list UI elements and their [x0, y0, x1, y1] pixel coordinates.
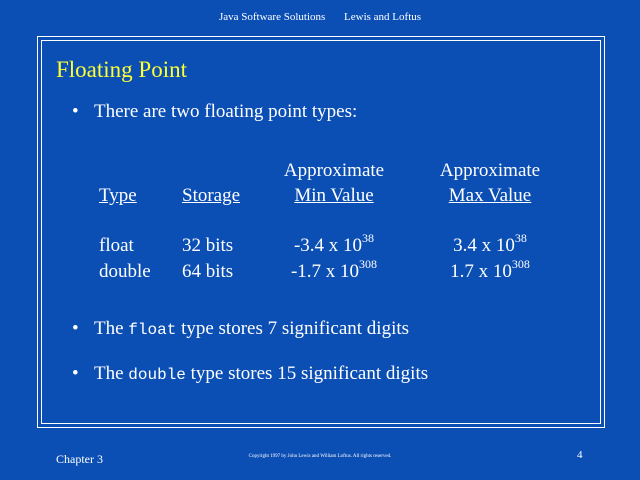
header-authors: Lewis and Loftus: [344, 11, 422, 23]
max-value-base: 1.7 x 10: [450, 261, 512, 282]
bullet-intro: [72, 101, 357, 123]
bullet-float-post: type stores 7 significant digits: [176, 318, 410, 339]
col-header-storage: Storage: [182, 185, 241, 206]
table-cell-max: [420, 256, 560, 284]
bullet-double-pre: The: [94, 363, 129, 384]
table-cell-min: [264, 230, 404, 258]
min-value-exponent: 38: [362, 230, 375, 245]
bullet-marker: •: [72, 101, 79, 122]
col-header-max-line2: Max Value: [448, 185, 532, 206]
footer-copyright: Copyright 1997 by John Lewis and William Loftus. All rights reserved.: [248, 454, 392, 459]
table-cell-storage: 64 bits: [182, 261, 234, 282]
col-header-max: [420, 158, 560, 208]
code-float: float: [128, 321, 177, 339]
table-cell-type: float: [99, 235, 134, 256]
bullet-float-pre: The: [94, 318, 129, 339]
table-cell-type: double: [99, 261, 151, 282]
table-cell-storage: 32 bits: [182, 235, 234, 256]
col-header-min-line1: Approximate: [283, 160, 385, 181]
col-header-min: [264, 158, 404, 208]
header-book-title: Java Software Solutions: [218, 11, 326, 23]
footer-chapter: Chapter 3: [56, 452, 103, 466]
col-header-type: Type: [99, 185, 137, 206]
min-value-base: -3.4 x 10: [293, 235, 363, 256]
col-header-min-line2: Min Value: [294, 185, 374, 206]
slide-header: [0, 11, 640, 23]
max-value-exponent: 308: [511, 256, 530, 271]
table-cell-max: [420, 230, 560, 258]
bullet-double-post: type stores 15 significant digits: [185, 363, 429, 384]
min-value-exponent: 308: [359, 256, 378, 271]
col-header-max-line1: Approximate: [439, 160, 541, 181]
slide-title: Floating Point: [56, 57, 187, 82]
min-value-base: -1.7 x 10: [290, 261, 360, 282]
bullet-float: [72, 318, 409, 340]
footer-page-number: 4: [577, 449, 583, 461]
bullet-intro-text: There are two floating point types:: [94, 101, 358, 122]
max-value-base: 3.4 x 10: [453, 235, 515, 256]
max-value-exponent: 38: [514, 230, 527, 245]
table-cell-min: [264, 256, 404, 284]
bullet-marker: •: [72, 363, 79, 384]
bullet-marker: •: [72, 318, 79, 339]
bullet-double: [72, 363, 428, 385]
code-double: double: [128, 366, 186, 384]
